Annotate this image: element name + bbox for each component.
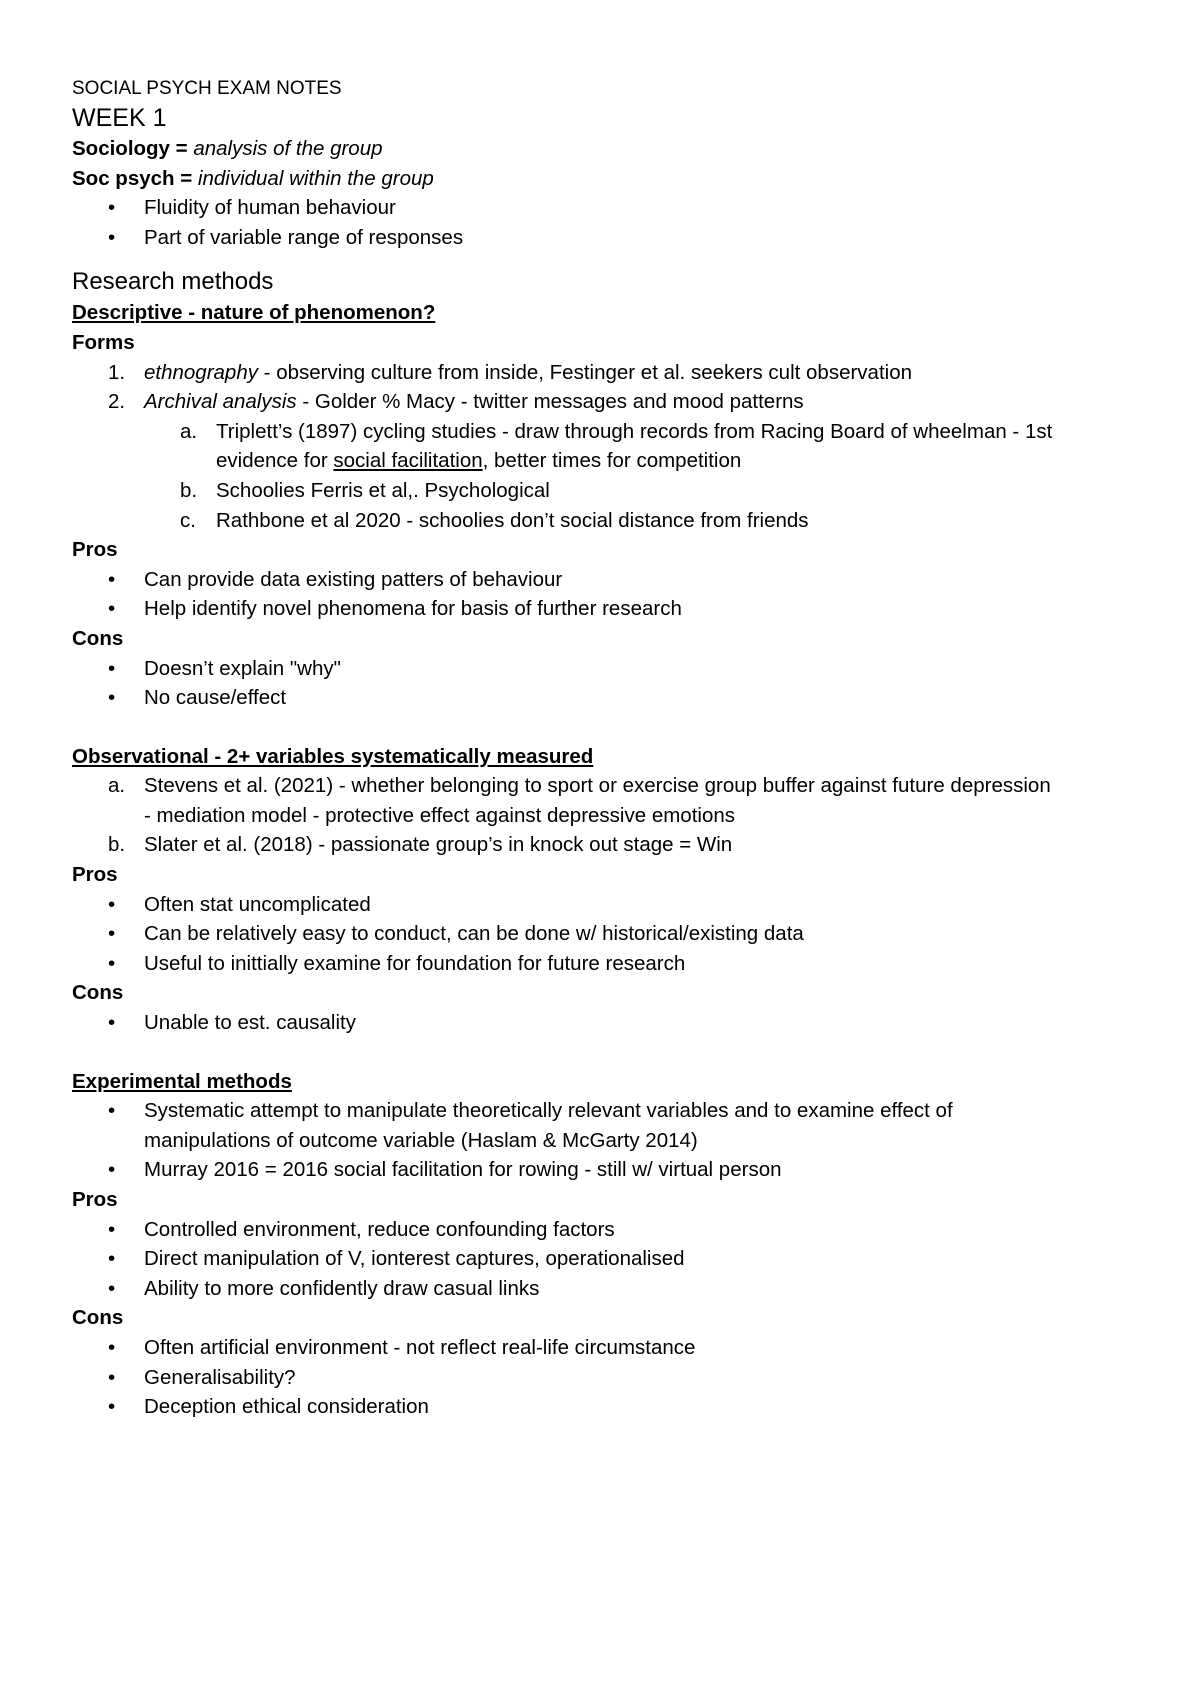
cons-label: Cons	[72, 1306, 124, 1330]
social-facilitation-term: social facilitation	[333, 449, 483, 473]
list-item: • Fluidity of human behaviour	[72, 193, 1110, 223]
list-item: b. Slater et al. (2018) - passionate group’s in knock out stage = Win	[108, 833, 733, 857]
list-item: • Often artificial environment - not reflect real-life circumstance	[108, 1335, 696, 1359]
list-item: • Help identify novel phenomena for basis of further research	[108, 597, 682, 621]
research-methods-heading: Research methods	[72, 268, 274, 296]
list-item: 1. ethnography - observing culture from inside, Festinger et al. seekers cult observation	[108, 360, 913, 384]
document-title: SOCIAL PSYCH EXAM NOTES	[72, 78, 342, 99]
list-item: • Can provide data existing patters of behaviour	[108, 567, 563, 591]
bullet-marker: •	[108, 225, 116, 249]
list-item: c. Rathbone et al 2020 - schoolies don’t social distance from friends	[180, 508, 809, 532]
sociology-definition	[72, 134, 1110, 164]
descriptive-heading: Descriptive - nature of phenomenon?	[72, 301, 436, 325]
cons-label: Cons	[72, 626, 124, 650]
socpsych-text: individual within the group	[192, 166, 434, 190]
list-item: • Generalisability?	[108, 1365, 296, 1389]
list-item: • Unable to est. causality	[108, 1011, 356, 1035]
list-item: • Deception ethical consideration	[108, 1395, 429, 1419]
list-item: • Controlled environment, reduce confounding factors	[108, 1217, 615, 1241]
pros-label: Pros	[72, 863, 118, 887]
list-item: • Part of variable range of responses	[72, 223, 1110, 253]
bullet-marker: •	[108, 196, 116, 220]
forms-label: Forms	[72, 330, 135, 354]
list-item: • Can be relatively easy to conduct, can be done w/ historical/existing data	[108, 922, 804, 946]
list-item: • Direct manipulation of V, ionterest captures, operationalised	[108, 1247, 685, 1271]
list-item: • Useful to inittially examine for foundation for future research	[108, 951, 686, 975]
list-item: a. Triplett’s (1897) cycling studies - draw through records from Racing Board of wheelman - 1st evidence for social facilitation, better times for competition	[180, 419, 1053, 473]
sociology-text: analysis of the group	[187, 137, 383, 160]
list-item: • Murray 2016 = 2016 social facilitation for rowing - still w/ virtual person	[108, 1158, 782, 1182]
pros-label: Pros	[72, 538, 118, 562]
list-item: a. Stevens et al. (2021) - whether belonging to sport or exercise group buffer against future depression - mediation model - protective effect against depressive emotions	[108, 774, 1051, 827]
socpsych-definition	[72, 164, 1110, 194]
list-item: • Often stat uncomplicated	[108, 892, 371, 916]
observational-heading: Observational - 2+ variables systematically measured	[72, 744, 594, 768]
list-item: • Ability to more confidently draw casual links	[108, 1276, 540, 1300]
list-item: • Doesn’t explain "why"	[108, 656, 341, 680]
list-item: • Systematic attempt to manipulate theoretically relevant variables and to examine effect of manipulations of outcome variable (Haslam & McGarty 2014)	[108, 1099, 953, 1152]
list-item: b. Schoolies Ferris et al,. Psychological	[180, 478, 550, 502]
list-item: 2. Archival analysis - Golder % Macy - twitter messages and mood patterns	[108, 390, 804, 414]
week-heading: WEEK 1	[72, 104, 167, 132]
list-item: • No cause/effect	[108, 686, 287, 710]
sociology-label: Sociology =	[72, 137, 188, 160]
cons-label: Cons	[72, 981, 124, 1005]
socpsych-label: Soc psych =	[72, 166, 193, 190]
pros-label: Pros	[72, 1188, 118, 1211]
experimental-heading: Experimental methods	[72, 1069, 292, 1093]
